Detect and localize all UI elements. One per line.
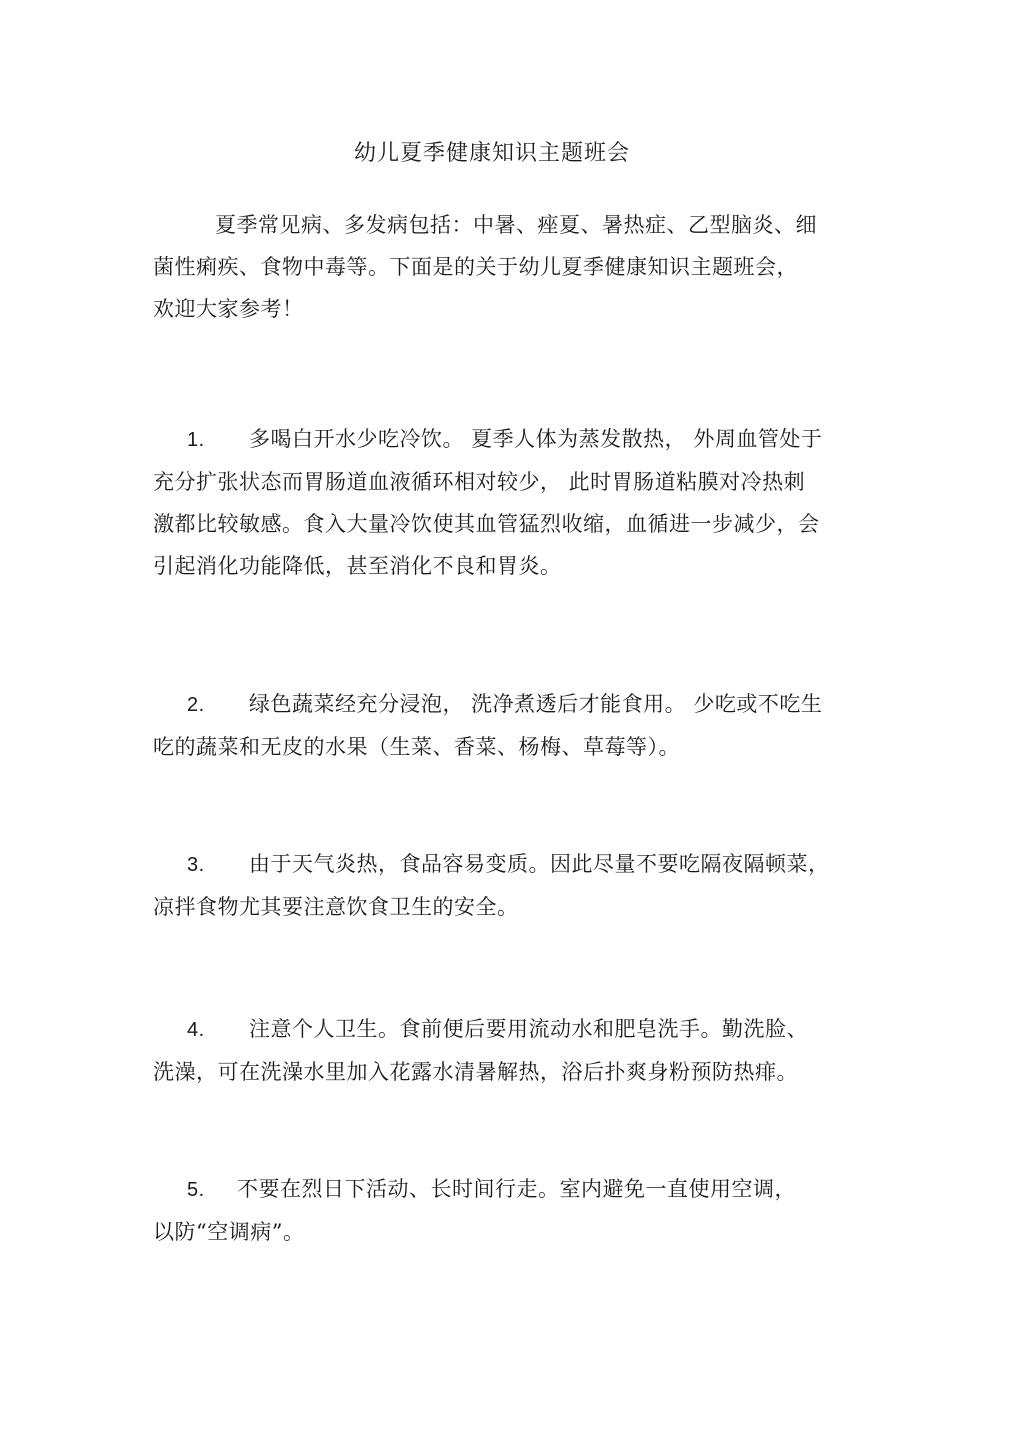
item-number: 5.: [187, 1179, 205, 1201]
item-text: 以防“空调病”。: [153, 1220, 305, 1244]
item-text: 不要在烈日下活动、长时间行走。室内避免一直使用空调，: [237, 1177, 796, 1201]
item-number: 1.: [187, 429, 205, 451]
item-text: 多喝白开水少吃冷饮。 夏季人体为蒸发散热， 外周血管处于: [249, 427, 823, 451]
list-item-1: [153, 418, 863, 587]
item-text: 洗澡，可在洗澡水里加入花露水清暑解热，浴后扑爽身粉预防热痱。: [153, 1060, 798, 1084]
item-text: 激都比较敏感。食入大量冷饮使其血管猛烈收缩，血循进一步减少，会: [153, 512, 820, 536]
intro-paragraph: [153, 204, 863, 330]
item-text: 凉拌食物尤其要注意饮食卫生的安全。: [153, 895, 519, 919]
item-number: 3.: [187, 854, 205, 876]
list-item-5: [153, 1168, 863, 1253]
document-title: 幼儿夏季健康知识主题班会: [353, 141, 630, 166]
intro-line: 菌性痢疾、食物中毒等。下面是的关于幼儿夏季健康知识主题班会，: [153, 255, 798, 279]
list-item-3: [153, 843, 863, 928]
item-number: 2.: [187, 694, 205, 716]
item-text: 绿色蔬菜经充分浸泡， 洗净煮透后才能食用。 少吃或不吃生: [249, 692, 823, 716]
list-item-first-line: [153, 683, 863, 726]
list-item-first-line: [153, 1168, 863, 1211]
intro-line: 夏季常见病、多发病包括：中暑、痤夏、暑热症、乙型脑炎、细: [215, 213, 817, 237]
intro-line: 欢迎大家参考！: [153, 297, 304, 321]
list-item-first-line: [153, 418, 863, 461]
item-number: 4.: [187, 1019, 205, 1041]
item-text: 吃的蔬菜和无皮的水果（生菜、香菜、杨梅、草莓等）。: [153, 735, 680, 759]
list-item-4: [153, 1008, 863, 1093]
list-item-first-line: [153, 843, 863, 886]
item-text: 由于天气炎热，食品容易变质。因此尽量不要吃隔夜隔顿菜，: [249, 852, 830, 876]
item-text: 充分扩张状态而胃肠道血液循环相对较少， 此时胃肠道粘膜对冷热刺: [153, 470, 806, 494]
list-item-first-line: [153, 1008, 863, 1051]
item-text: 引起消化功能降低，甚至消化不良和胃炎。: [153, 554, 562, 578]
list-item-2: [153, 683, 863, 768]
item-text: 注意个人卫生。食前便后要用流动水和肥皂洗手。勤洗脸、: [249, 1017, 808, 1041]
